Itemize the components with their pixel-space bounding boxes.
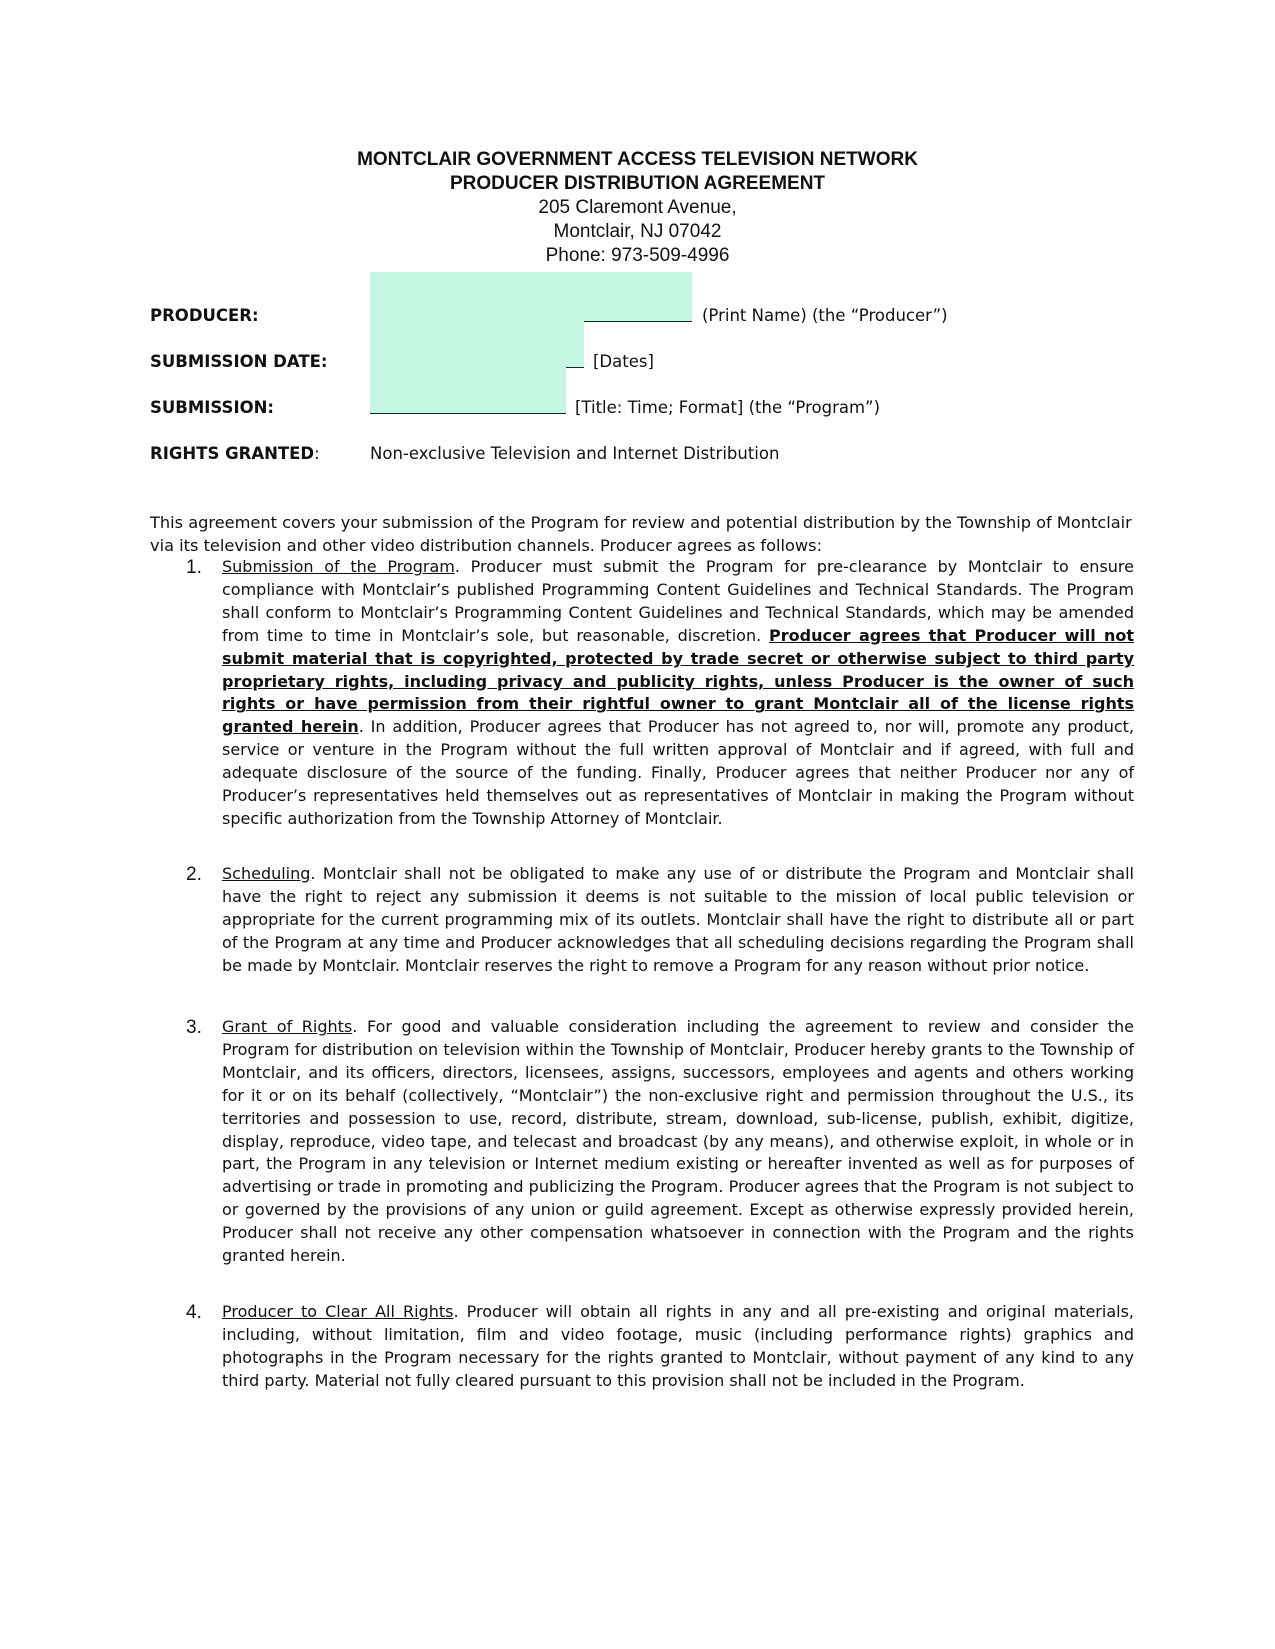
agreement-title: PRODUCER DISTRIBUTION AGREEMENT [449,173,826,194]
clause-emphasis: Producer agrees that Producer will not submit material that is copyrighted, protected by trade secret or otherwise subject to third party proprietary rights, including privacy and publicity rights, unless Producer is the owner of such rights or have permission from their rightful owner to grant Montclair all of the license rights granted herein [222,625,1135,737]
producer-field-note: (Print Name) (the “Producer”) [702,306,948,325]
intro-paragraph: This agreement covers your submission of the Program for review and potential distribution by the Township of Montclair via its television and other video distribution channels. Producer agrees as follows: [150,513,1132,555]
clause-body [222,1016,1134,1268]
clause-body [222,556,1134,831]
submission-date-label: SUBMISSION DATE: [150,352,328,371]
clause-text: . Producer must submit the Program for pre-clearance by Montclair to ensure compliance with Montclair’s published Programming Content Guidelines and Technical Standards. The Program shall conform to Montclair’s Programming Content Guidelines and Technical Standards, which may be amended from time to time in Montclair’s sole, but reasonable, discretion. [222,557,1134,645]
submission-date-field[interactable] [370,318,584,368]
network-title: MONTCLAIR GOVERNMENT ACCESS TELEVISION NETWORK [357,149,918,170]
clause-text: . For good and valuable consideration including the agreement to review and consider the Program for distribution on television within the Township of Montclair, Producer hereby grants to the Township of Montclair, and its officers, directors, licensees, assigns, successors, employees and agents and others working for it or on its behalf (collectively, “Montclair”) the non-exclusive right and permission throughout the U.S., its territories and possession to use, record, distribute, stream, download, sub-license, publish, exhibit, digitize, display, reproduce, video tape, and telecast and broadcast (by any means), and otherwise exploit, in whole or in part, the Program in any television or Internet medium existing or hereafter invented as well as for purposes of advertising or trade in promoting and publicizing the Program. Producer agrees that the Program is not subject to or governed by the provisions of any union or guild agreement. Except as otherwise expressly provided herein, Producer shall not receive any other compensation whatsoever in connection with the Program and the rights granted herein. [222,1017,1134,1266]
clause-number: 3. [186,1017,202,1038]
submission-date-note: [Dates] [593,352,654,371]
clause-text: . Producer will obtain all rights in any and all pre-existing and original materials, including, without limitation, film and video footage, music (including performance rights) graphics and photographs in the Program necessary for the rights granted to Montclair, without payment of any kind to any third party. Material not fully cleared pursuant to this provision shall not be included in the Program. [222,1302,1134,1390]
clause-text-continued: . In addition, Producer agrees that Producer has not agreed to, nor will, promote any product, service or venture in the Program without the full written approval of Montclair and if agreed, with full and adequate disclosure of the source of the funding. Finally, Producer agrees that neither Producer nor any of Producer’s representatives held themselves out as representatives of Montclair in making the Program without specific authorization from the Township Attorney of Montclair. [222,717,1134,828]
phone-line: Phone: 973-509-4996 [545,245,730,266]
clause-text: . Montclair shall not be obligated to make any use of or distribute the Program and Montclair shall have the right to reject any submission it deems is not suitable to the mission of local public television or appropriate for the current programming mix of its outlets. Montclair shall have the right to distribute all or part of the Program at any time and Producer acknowledges that all scheduling decisions regarding the Program shall be made by Montclair. Montclair reserves the right to remove a Program for any reason without prior notice. [222,864,1134,975]
clause-heading: Grant of Rights [222,1017,353,1036]
clause-number: 1. [186,557,202,578]
clause-heading: Scheduling [222,864,311,883]
submission-title-field[interactable] [370,364,566,414]
producer-label: PRODUCER: [150,306,259,325]
submission-field-note: [Title: Time; Format] (the “Program”) [575,398,881,417]
address-line-1: 205 Claremont Avenue, [538,197,737,218]
clause-body [222,1301,1134,1393]
rights-granted-label-text: RIGHTS GRANTED [150,444,315,463]
document-header [0,148,1275,268]
clause-number: 4. [186,1302,202,1323]
producer-name-field[interactable] [370,272,692,322]
rights-granted-value: Non-exclusive Television and Internet Distribution [370,444,780,463]
clause-heading: Producer to Clear All Rights [222,1302,454,1321]
clause-body [222,863,1134,978]
rights-granted-label [150,444,320,463]
submission-label: SUBMISSION: [150,398,275,417]
rights-granted-colon: : [314,444,320,463]
clause-heading: Submission of the Program [222,557,455,576]
address-line-2: Montclair, NJ 07042 [553,221,722,242]
clause-number: 2. [186,864,202,885]
